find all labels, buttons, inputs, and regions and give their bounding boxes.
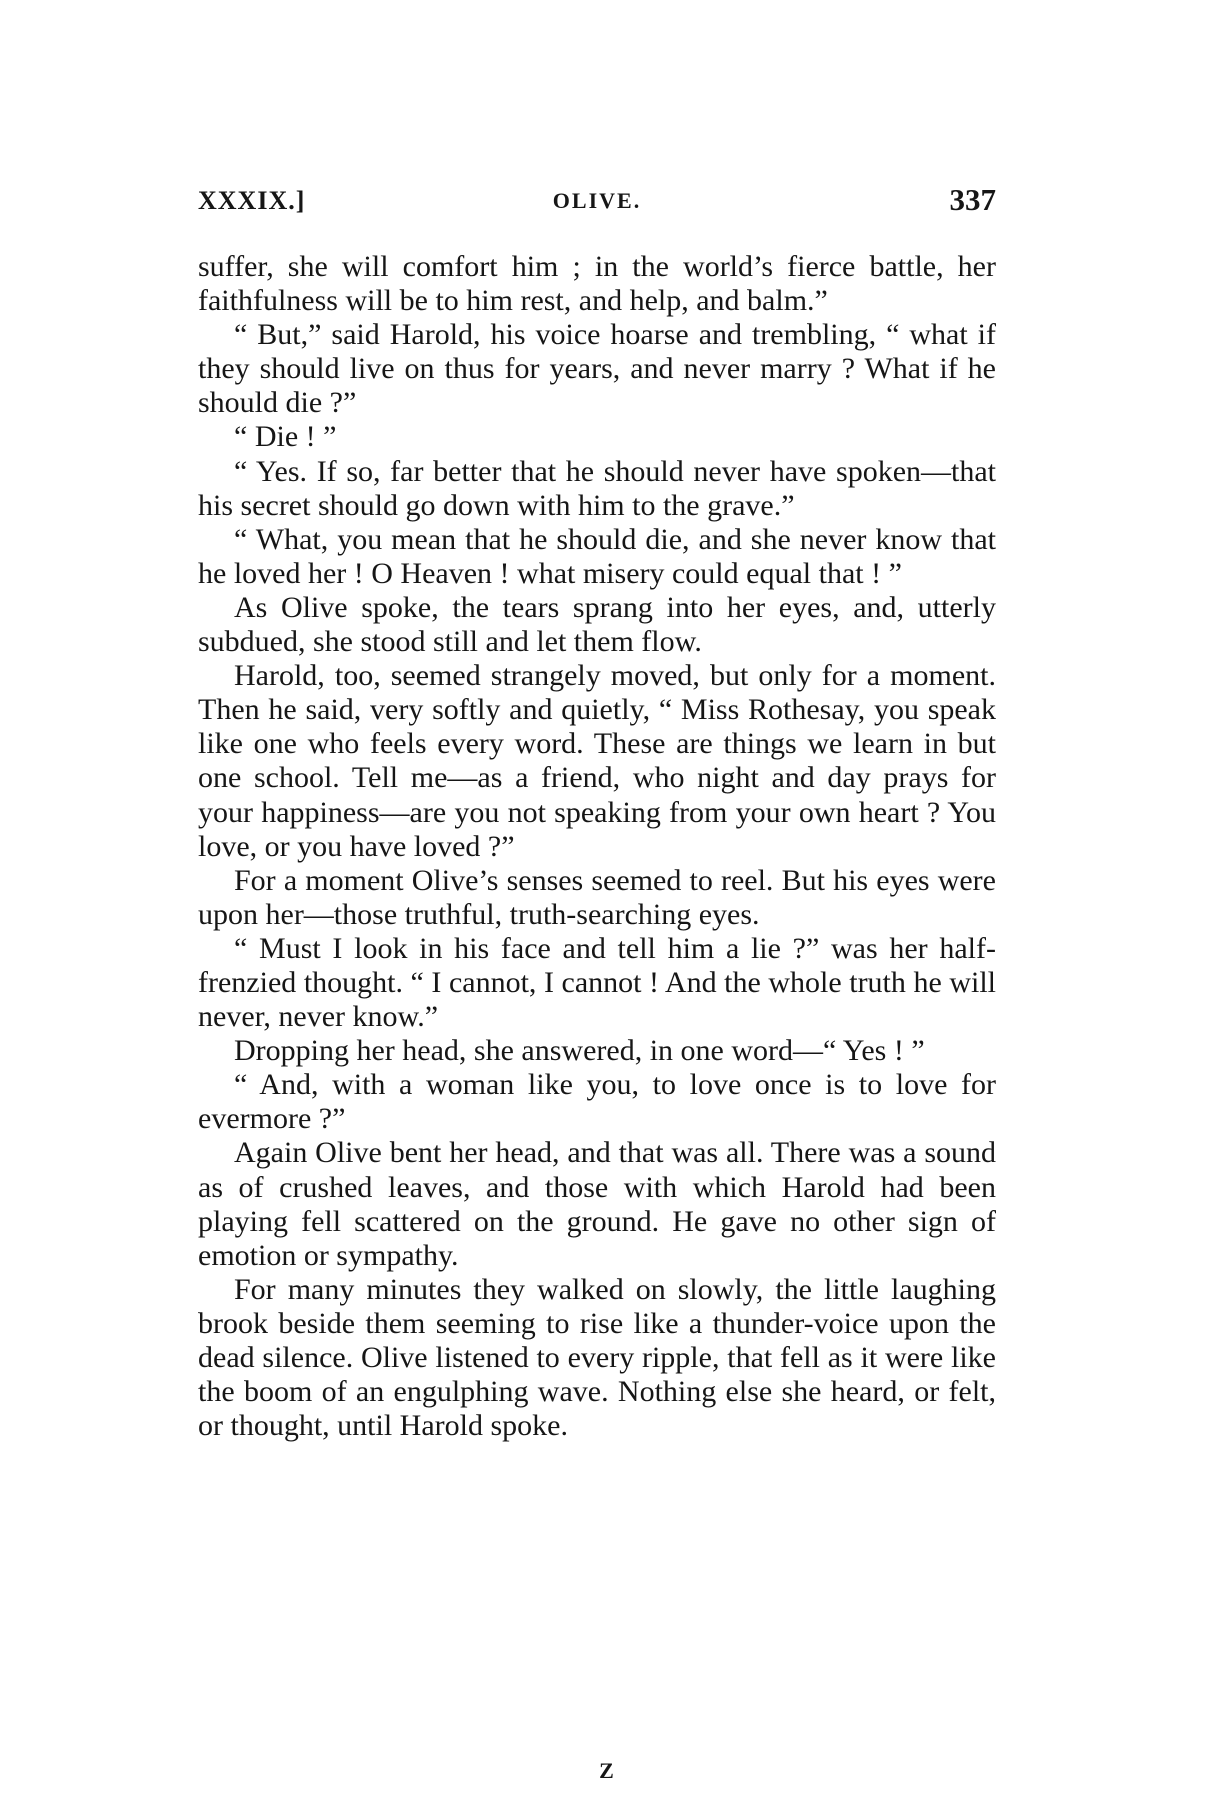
running-head	[198, 182, 996, 226]
signature-mark: Z	[599, 1758, 615, 1783]
paragraph: Again Olive bent her head, and that was all. There was a sound as of crushed leaves, and those with which Harold had been playing fell scattered on the ground. He gave no other sign of emotion or sympathy.	[198, 1136, 996, 1272]
paragraph: Dropping her head, she answered, in one word—“ Yes ! ”	[234, 1034, 925, 1068]
paragraph: “ What, you mean that he should die, and she never know that he loved her ! O Heaven ! what misery could equal that ! ”	[198, 522, 996, 590]
paragraph: “ Must I look in his face and tell him a lie ?” was her half-frenzied thought. “ I cannot, I cannot ! And the whole truth he will never, never know.”	[198, 931, 996, 1034]
body-text	[198, 250, 996, 1443]
chapter-number: XXXIX.]	[198, 186, 306, 215]
paragraph: “ But,” said Harold, his voice hoarse and trembling, “ what if they should live on thus for years, and never marry ? What if he should die ?”	[198, 318, 996, 420]
paragraph: For many minutes they walked on slowly, the little laughing brook beside them seeming to rise like a thunder-voice upon the dead silence. Olive listened to every ripple, that fell as it were like the boom of an engulphing wave. Nothing else she heard, or felt, or thought, until Harold spoke.	[198, 1272, 996, 1443]
paragraph: For a moment Olive’s senses seemed to reel. But his eyes were upon her—those truthful, truth-searching eyes.	[198, 863, 996, 931]
paragraph: “ Yes. If so, far better that he should never have spoken—that his secret should go down with him to the grave.”	[198, 454, 996, 522]
paragraph: suffer, she will comfort him ; in the world’s fierce battle, her faithfulness will be to him rest, and help, and balm.”	[198, 250, 996, 318]
paragraph: Harold, too, seemed strangely moved, but only for a moment. Then he said, very softly and quietly, “ Miss Rothesay, you speak like one who feels every word. These are things we learn in but one school. Tell me—as a friend, who night and day prays for your happiness—are you not speaking from your own heart ? You love, or you have loved ?”	[198, 659, 996, 863]
running-title: OLIVE.	[552, 188, 642, 213]
paragraph: “ Die ! ”	[234, 420, 337, 454]
paragraph: As Olive spoke, the tears sprang into her eyes, and, utterly subdued, she stood still and let them flow.	[198, 590, 996, 659]
page-number: 337	[949, 182, 996, 217]
paragraph: “ And, with a woman like you, to love once is to love for evermore ?”	[198, 1068, 996, 1136]
